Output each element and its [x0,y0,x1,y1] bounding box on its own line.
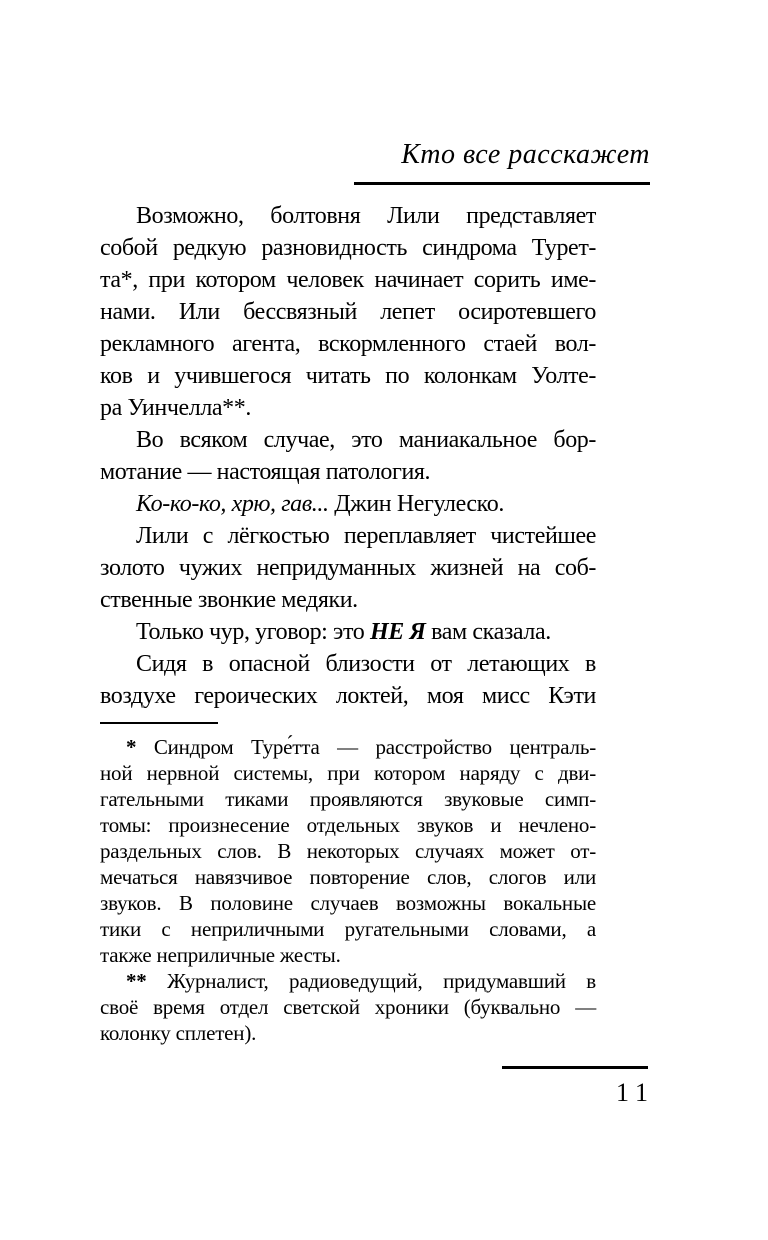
text-line [100,200,596,232]
text-line [100,328,596,360]
text-line [100,648,596,680]
text-segment: вам сказала. [425,619,551,645]
text-segment: золото чужих непридуманных жизней на соб- [100,555,596,581]
text-segment: рекламного агента, вскормленного стаей вол- [100,331,596,357]
text-segment: собой редкую разновидность синдрома Турет- [100,235,596,261]
paragraph [100,424,596,488]
text-segment: ** [126,969,168,993]
text-segment: Синдром Туре́тта — расстройство централь- [153,735,596,759]
text-segment: также неприличные жесты. [100,943,341,967]
text-line [100,232,596,264]
text-segment: Лили с лёгкостью переплавляет чистейшее [136,523,596,549]
text-line [100,488,596,520]
text-segment: Во всяком случае, это маниакальное бор- [136,427,596,453]
footnotes [100,734,596,1046]
text-line [100,360,596,392]
text-segment: звуков. В половине случаев возможны вокальные [100,891,596,915]
text-line [100,584,596,616]
page-number [100,1078,655,1108]
text-segment: гательными тиками проявляются звуковые симп- [100,787,596,811]
footnote [100,968,596,1046]
text-segment: мечаться навязчивое повторение слов, слогов или [100,865,596,889]
text-segment: Журналист, радиоведущий, придумавший в [167,969,597,993]
text-line [100,424,596,456]
page-number-value: 11 [615,1078,655,1107]
text-line [100,760,596,786]
text-segment: тики с неприличными ругательными словами, а [100,917,596,941]
footer-rule [502,1066,648,1069]
running-head-rule [354,182,650,185]
text-segment: ра Уинчелла**. [100,395,251,421]
text-line [100,392,596,424]
text-line [100,552,596,584]
text-segment: Ко-ко-ко, хрю, гав... [136,491,329,517]
footnote [100,734,596,968]
text-line [100,786,596,812]
text-line [100,296,596,328]
text-segment: ственные звонкие медяки. [100,587,358,613]
text-segment: ков и учившегося читать по колонкам Уолте- [100,363,596,389]
text-segment: мотание — настоящая патология. [100,459,431,485]
text-line [100,456,596,488]
text-segment: нами. Или бессвязный лепет осиротевшего [100,299,596,325]
text-line [100,264,596,296]
text-line [100,942,596,968]
text-line [100,680,596,712]
footnote-separator [100,722,218,724]
text-line [100,890,596,916]
text-segment: Возможно, болтовня Лили представляет [136,203,596,229]
paragraph [100,616,596,648]
paragraph [100,200,596,424]
text-segment: воздухе героических локтей, моя мисс Кэти [100,683,596,709]
text-line [100,968,596,994]
text-segment: НЕ Я [369,619,426,645]
text-segment: Сидя в опасной близости от летающих в [136,651,596,677]
paragraph [100,488,596,520]
text-segment: Только чур, уговор: это [136,619,370,645]
text-segment: ной нервной системы, при котором наряду с дви- [100,761,596,785]
text-segment: Джин Негулеско. [328,491,504,517]
text-segment: * [126,735,154,759]
text-segment: колонку сплетен). [100,1021,257,1045]
text-line [100,520,596,552]
body-text [100,200,596,712]
text-segment: своё время отдел светской хроники (буквально — [100,995,596,1019]
text-segment: та*, при котором человек начинает сорить име- [100,267,596,293]
text-line [100,734,596,760]
running-head-title: Кто все расскажет [401,139,650,170]
text-line [100,916,596,942]
paragraph [100,648,596,712]
running-head [100,138,650,185]
text-line [100,994,596,1020]
text-line [100,616,596,648]
text-segment: раздельных слов. В некоторых случаях может от- [100,839,596,863]
text-line [100,1020,596,1046]
text-line [100,864,596,890]
text-segment: томы: произнесение отдельных звуков и нечлено- [100,813,596,837]
text-line [100,812,596,838]
text-line [100,838,596,864]
paragraph [100,520,596,616]
